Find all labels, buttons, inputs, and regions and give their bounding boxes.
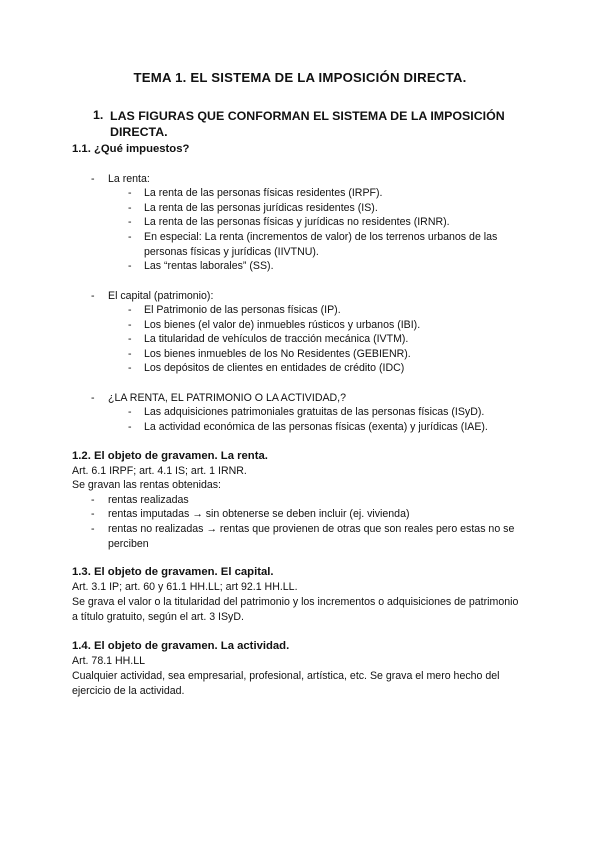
list-item: La renta de las personas físicas residentes (IRPF). [144,187,383,199]
bullet-dash: - [128,231,132,243]
paragraph: Se gravan las rentas obtenidas: [72,479,221,491]
bullet-dash: - [128,362,132,374]
section-number: 1. [93,108,104,122]
group-label-renta: La renta: [108,173,150,185]
section-heading: LAS FIGURAS QUE CONFORMAN EL SISTEMA DE LA IMPOSICIÓN DIRECTA. [110,109,505,139]
bullet-dash: - [91,173,95,185]
subsection-heading-1-4: 1.4. El objeto de gravamen. La actividad. [72,640,290,652]
subsection-heading-1-1: 1.1. ¿Qué impuestos? [72,143,190,155]
legal-reference: Art. 3.1 IP; art. 60 y 61.1 HH.LL; art 92.1 HH.LL. [72,581,298,593]
legal-reference: Art. 6.1 IRPF; art. 4.1 IS; art. 1 IRNR. [72,465,247,477]
bullet-dash: - [128,216,132,228]
group-label-capital: El capital (patrimonio): [108,290,214,302]
bullet-dash: - [128,421,132,433]
list-item: Las adquisiciones patrimoniales gratuitas de las personas físicas (ISyD). [144,406,485,418]
paragraph: Cualquier actividad, sea empresarial, profesional, artística, etc. Se grava el mero hecho del ejercicio de la actividad. [72,670,500,697]
list-item: Los bienes (el valor de) inmuebles rústicos y urbanos (IBI). [144,319,421,331]
bullet-dash: - [91,392,95,404]
bullet-dash: - [128,319,132,331]
list-item: La actividad económica de las personas físicas (exenta) y jurídicas (IAE). [144,421,488,433]
subsection-heading-1-2: 1.2. El objeto de gravamen. La renta. [72,450,268,462]
list-item: rentas imputadas → sin obtenerse se deben incluir (ej. vivienda) [108,508,410,520]
bullet-dash: - [128,348,132,360]
list-item: Los bienes inmuebles de los No Residentes (GEBIENR). [144,348,411,360]
bullet-dash: - [91,523,95,535]
bullet-dash: - [128,406,132,418]
group-label-question: ¿LA RENTA, EL PATRIMONIO O LA ACTIVIDAD,? [108,392,347,404]
list-item: La renta de las personas jurídicas residentes (IS). [144,202,378,214]
bullet-dash: - [128,202,132,214]
list-item: La titularidad de vehículos de tracción mecánica (IVTM). [144,333,409,345]
document-title: TEMA 1. EL SISTEMA DE LA IMPOSICIÓN DIRECTA. [133,70,467,85]
subsection-heading-1-3: 1.3. El objeto de gravamen. El capital. [72,566,274,578]
bullet-dash: - [91,494,95,506]
bullet-dash: - [91,508,95,520]
paragraph: Se grava el valor o la titularidad del patrimonio y los incrementos o adquisiciones de patrimonio a título gratuito, según el art. 3 ISyD. [72,596,519,623]
list-item: rentas no realizadas → rentas que provienen de otras que son reales pero estas no se perciben [108,523,515,550]
bullet-dash: - [128,187,132,199]
list-item: El Patrimonio de las personas físicas (IP). [144,304,341,316]
bullet-dash: - [91,290,95,302]
legal-reference: Art. 78.1 HH.LL [72,655,146,667]
list-item: Las “rentas laborales” (SS). [144,260,274,272]
bullet-dash: - [128,260,132,272]
list-item: rentas realizadas [108,494,189,506]
bullet-dash: - [128,333,132,345]
list-item: En especial: La renta (incrementos de valor) de los terrenos urbanos de las personas físicas y jurídicas (IIVTNU). [144,231,498,258]
bullet-dash: - [128,304,132,316]
list-item: La renta de las personas físicas y jurídicas no residentes (IRNR). [144,216,450,228]
list-item: Los depósitos de clientes en entidades de crédito (IDC) [144,362,405,374]
